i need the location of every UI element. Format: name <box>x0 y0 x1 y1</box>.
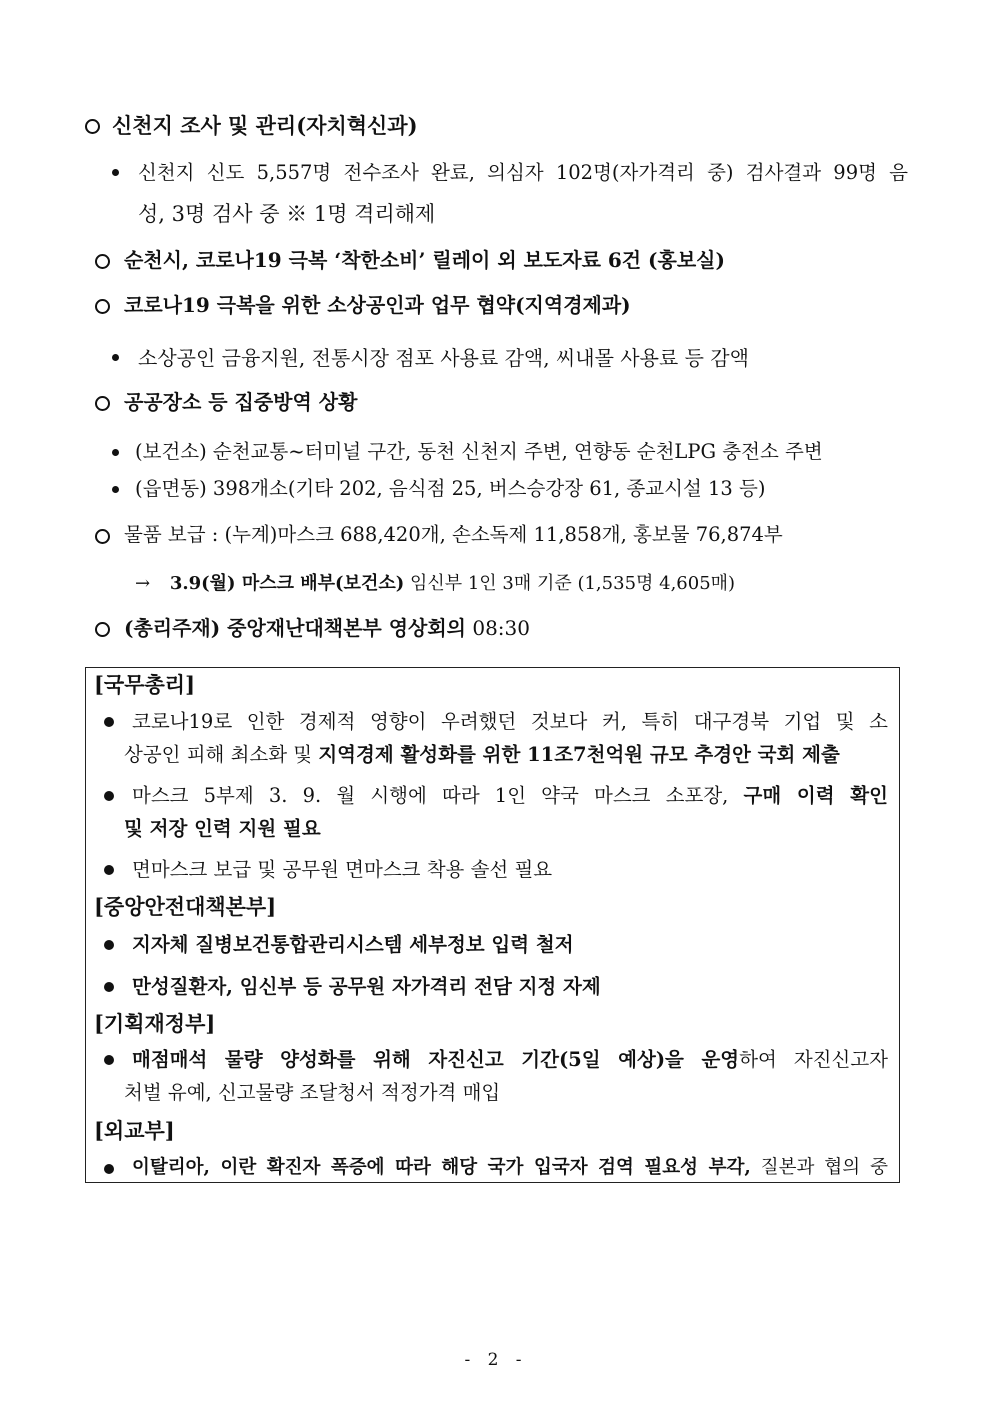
box-item-text <box>132 1046 888 1074</box>
bullet-dot-icon <box>104 940 114 950</box>
box-heading: [외교부] <box>94 1118 175 1143</box>
box-item-text <box>132 782 888 810</box>
bullet-text-continued: 성, 3명 검사 중 ※ 1명 격리해제 <box>138 202 436 226</box>
box-item-bold: 이탈리아, 이란 확진자 폭증에 따라 해당 국가 입국자 검역 필요성 부각, <box>132 1157 751 1178</box>
section-heading: 순천시, 코로나19 극복 ‘착한소비’ 릴레이 외 보도자료 6건 (홍보실) <box>124 248 725 272</box>
bullet-dot-icon <box>112 354 119 361</box>
arrow-note-rest: 임신부 1인 3매 기준 (1,535명 4,605매) <box>404 573 736 594</box>
circle-bullet-icon <box>85 119 100 134</box>
bullet-dot-icon <box>104 1055 114 1065</box>
box-item-text <box>132 1154 888 1182</box>
circle-bullet-icon <box>95 529 110 544</box>
box-heading: [중앙안전대책본부] <box>94 894 277 919</box>
bullet-dot-icon <box>104 717 114 727</box>
bullet-dot-icon <box>104 791 114 801</box>
circle-bullet-icon <box>95 396 110 411</box>
bullet-dot-icon <box>112 169 119 176</box>
bullet-text: 신천지 신도 5,557명 전수조사 완료, 의심자 102명(자가격리 중) 검사결과 99명 음 <box>138 161 908 184</box>
box-item-bold: 구매 이력 확인 <box>743 784 888 807</box>
meeting-title: (총리주재) 중앙재난대책본부 영상회의 <box>124 616 466 640</box>
box-item-normal: 하여 자진신고자 <box>739 1048 889 1071</box>
section-heading: 공공장소 등 집중방역 상황 <box>124 390 358 414</box>
box-heading: [국무총리] <box>94 672 196 697</box>
bullet-text: (보건소) 순천교통~터미널 구간, 동천 신천지 주변, 연향동 순천LPG 충전소 주변 <box>135 440 823 463</box>
bullet-text: (읍면동) 398개소(기타 202, 음식점 25, 버스승강장 61, 종교시설 13 등) <box>135 477 766 500</box>
section-heading: 물품 보급 : (누계)마스크 688,420개, 손소독제 11,858개, 홍보물 76,874부 <box>124 523 783 546</box>
bullet-dot-icon <box>104 1164 114 1174</box>
bullet-dot-icon <box>112 449 119 456</box>
box-item-text-continued: 및 저장 인력 지원 필요 <box>124 817 321 840</box>
box-item-text-continued: 처벌 유예, 신고물량 조달청서 적정가격 매입 <box>124 1081 501 1104</box>
box-item-bold: 매점매석 물량 양성화를 위해 자진신고 기간(5일 예상)을 운영 <box>132 1048 740 1071</box>
page-number: - 2 - <box>464 1350 528 1370</box>
box-heading: [기획재정부] <box>94 1011 216 1036</box>
section-heading: 신천지 조사 및 관리(자치혁신과) <box>112 113 418 138</box>
arrow-note <box>135 570 735 598</box>
meeting-time: 08:30 <box>465 616 530 640</box>
box-item-normal: 질본과 협의 중 <box>750 1157 888 1178</box>
section-heading <box>124 614 530 642</box>
box-item-text: 지자체 질병보건통합관리시스템 세부정보 입력 철저 <box>132 933 574 956</box>
circle-bullet-icon <box>95 299 110 314</box>
box-item-text: 면마스크 보급 및 공무원 면마스크 착용 솔선 필요 <box>132 858 553 881</box>
circle-bullet-icon <box>95 254 110 269</box>
box-item-normal: 상공인 피해 최소화 및 <box>124 743 319 766</box>
box-item-bold: 지역경제 활성화를 위한 11조7천억원 규모 추경안 국회 제출 <box>318 743 840 766</box>
bullet-dot-icon <box>104 865 114 875</box>
box-item-text: 코로나19로 인한 경제적 영향이 우려했던 것보다 커, 특히 대구경북 기업 및 소 <box>132 710 888 733</box>
bullet-dot-icon <box>112 486 119 493</box>
bullet-text: 소상공인 금융지원, 전통시장 점포 사용료 감액, 씨내몰 사용료 등 감액 <box>138 346 749 370</box>
box-item-text: 만성질환자, 임신부 등 공무원 자가격리 전담 지정 자제 <box>132 975 601 998</box>
box-item-text-continued <box>124 741 840 769</box>
arrow-note-bold: 3.9(월) 마스크 배부(보건소) <box>169 573 405 594</box>
section-heading: 코로나19 극복을 위한 소상공인과 업무 협약(지역경제과) <box>124 293 631 317</box>
box-item-normal: 마스크 5부제 3. 9. 월 시행에 따라 1인 약국 마스크 소포장, <box>132 784 744 807</box>
bullet-dot-icon <box>104 982 114 992</box>
circle-bullet-icon <box>95 622 110 637</box>
arrow-icon: → <box>135 573 151 594</box>
